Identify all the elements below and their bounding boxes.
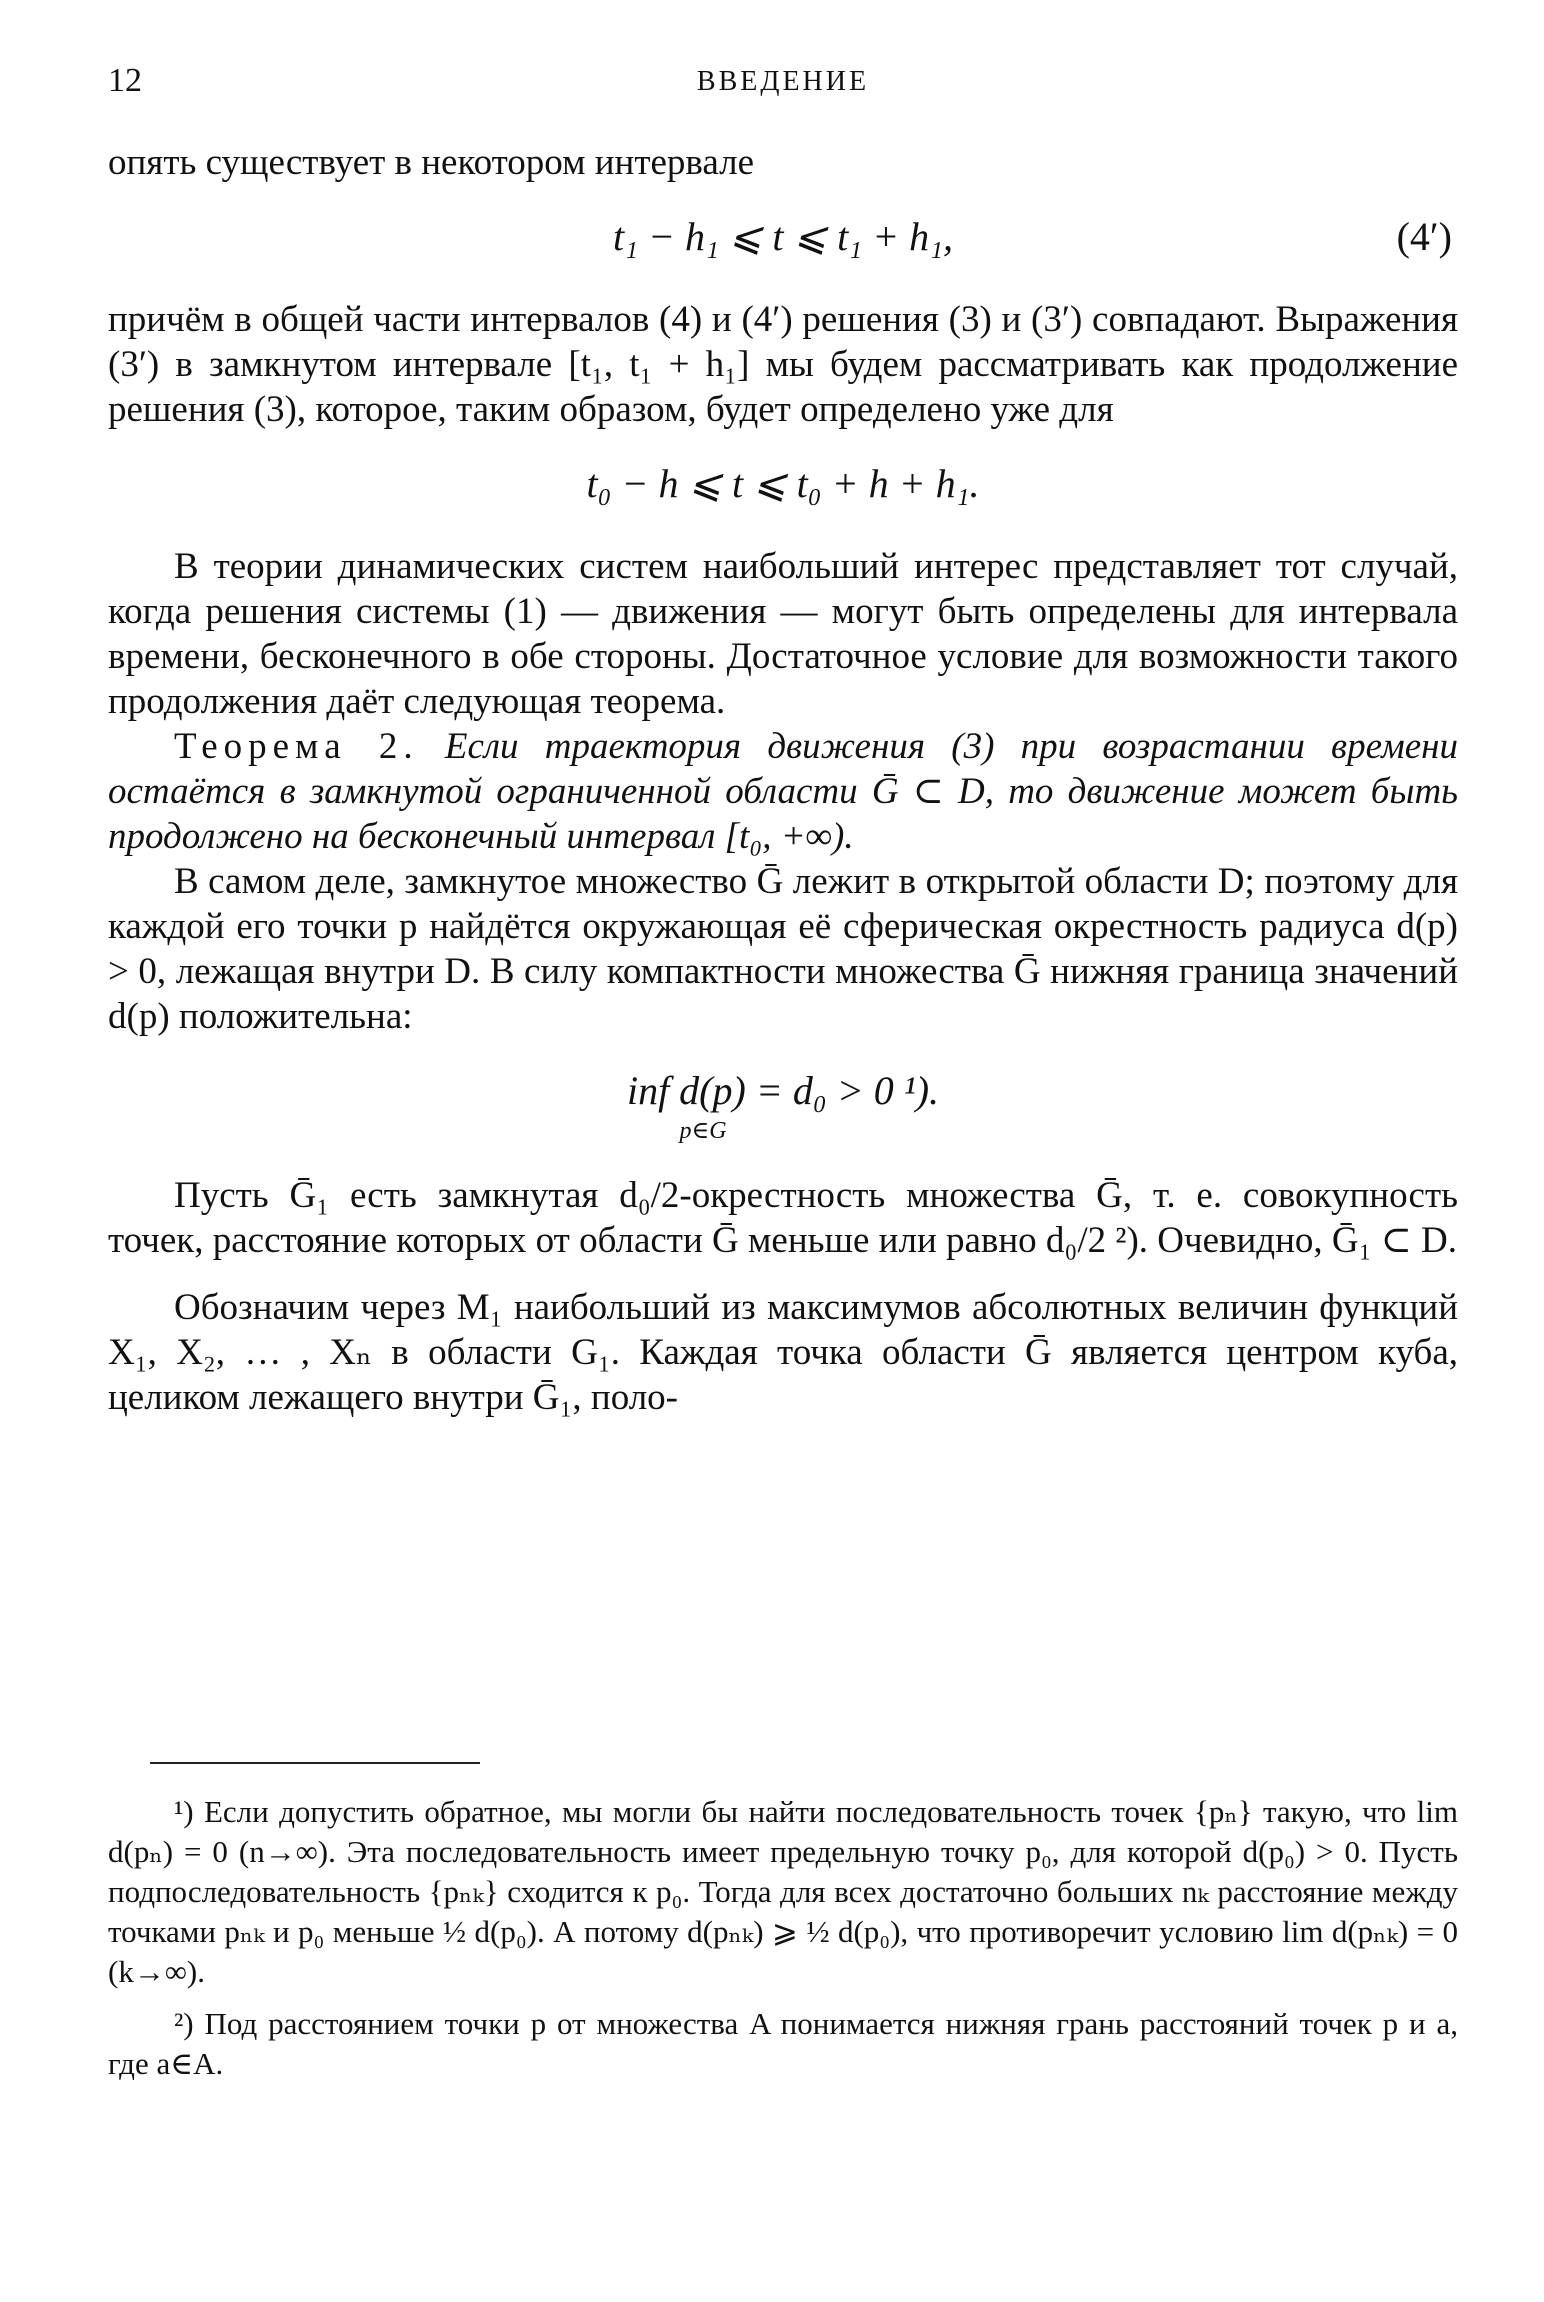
paragraph-2: причём в общей части интервалов (4) и (4′) решения (3) и (3′) совпадают. Выражения (3′) в замкнутом интервале [t₁, t₁ + h₁] мы будем рассматривать как продолжение решения (3), которое, таким образом, будет определено уже для	[108, 299, 1458, 430]
running-title: ВВЕДЕНИЕ	[696, 66, 870, 97]
formula-inf	[108, 1061, 1458, 1151]
main-text	[108, 140, 1458, 1420]
formula-extended-body: t₀ − h ⩽ t ⩽ t₀ + h + h₁.	[586, 461, 980, 506]
footnotes	[108, 1792, 1458, 2084]
footnote-1: ¹) Если допустить обратное, мы могли бы найти последовательность точек {pₙ} такую, что lim d(pₙ) = 0 (n→∞). Эта последовательность имеет предельную точку p₀, для которой d(p₀) > 0. Пусть подпоследовательность {pₙₖ} сходится к p₀. Тогда для всех достаточно больших nₖ расстояние между точками pₙₖ и p₀ меньше ½ d(p₀). А потому d(pₙₖ) ⩾ ½ d(p₀), что противоречит условию lim d(pₙₖ) = 0 (k→∞).	[108, 1794, 1458, 1989]
paragraph-5: Пусть Ḡ₁ есть замкнутая d₀/2-окрестность множества Ḡ, т. е. совокупность точек, расстояние которых от области Ḡ меньше или равно d₀/2 ²). Очевидно, Ḡ₁ ⊂ D.	[108, 1175, 1458, 1261]
paragraph-3: В теории динамических систем наибольший интерес представляет тот случай, когда решения системы (1) — движения — могут быть определены для интервала времени, бесконечного в обе стороны. Достаточное условие для возможности такого продолжения даёт следующая теорема.	[108, 546, 1458, 722]
page-header	[108, 62, 1458, 110]
page-number: 12	[108, 62, 142, 99]
formula-4prime-body: t₁ − h₁ ⩽ t ⩽ t₁ + h₁,	[613, 214, 953, 259]
formula-inf-body: inf d(p) = d₀ > 0 ¹).	[626, 1068, 940, 1113]
paragraph-6: Обозначим через M₁ наибольший из максимумов абсолютных величин функций X₁, X₂, … , Xₙ в области G₁. Каждая точка области Ḡ является центром куба, целиком лежащего внутри Ḡ₁, поло-	[108, 1287, 1458, 1418]
footnote-separator	[150, 1762, 480, 1764]
formula-inf-subscript: p∈G	[679, 1118, 727, 1144]
theorem-2	[108, 724, 1458, 859]
footnote-2: ²) Под расстоянием точки p от множества A понимается нижняя грань расстояний точек p и a, где a∈A.	[108, 2006, 1458, 2081]
formula-4prime	[108, 207, 1458, 267]
theorem-label: Теорема 2.	[174, 726, 419, 767]
formula-extended-interval	[108, 454, 1458, 514]
theorem-text: Если траектория движения (3) при возрастании времени остаётся в замкнутой ограниченной области Ḡ ⊂ D, то движение может быть продолжено на бесконечный интервал [t₀, +∞).	[108, 726, 1459, 857]
equation-number: (4′)	[1396, 214, 1452, 259]
paragraph-4: В самом деле, замкнутое множество Ḡ лежит в открытой области D; поэтому для каждой его точки p найдётся окружающая её сферическая окрестность радиуса d(p) > 0, лежащая внутри D. В силу компактности множества Ḡ нижняя граница значений d(p) положительна:	[108, 861, 1458, 1037]
paragraph-1: опять существует в некотором интервале	[108, 142, 755, 183]
